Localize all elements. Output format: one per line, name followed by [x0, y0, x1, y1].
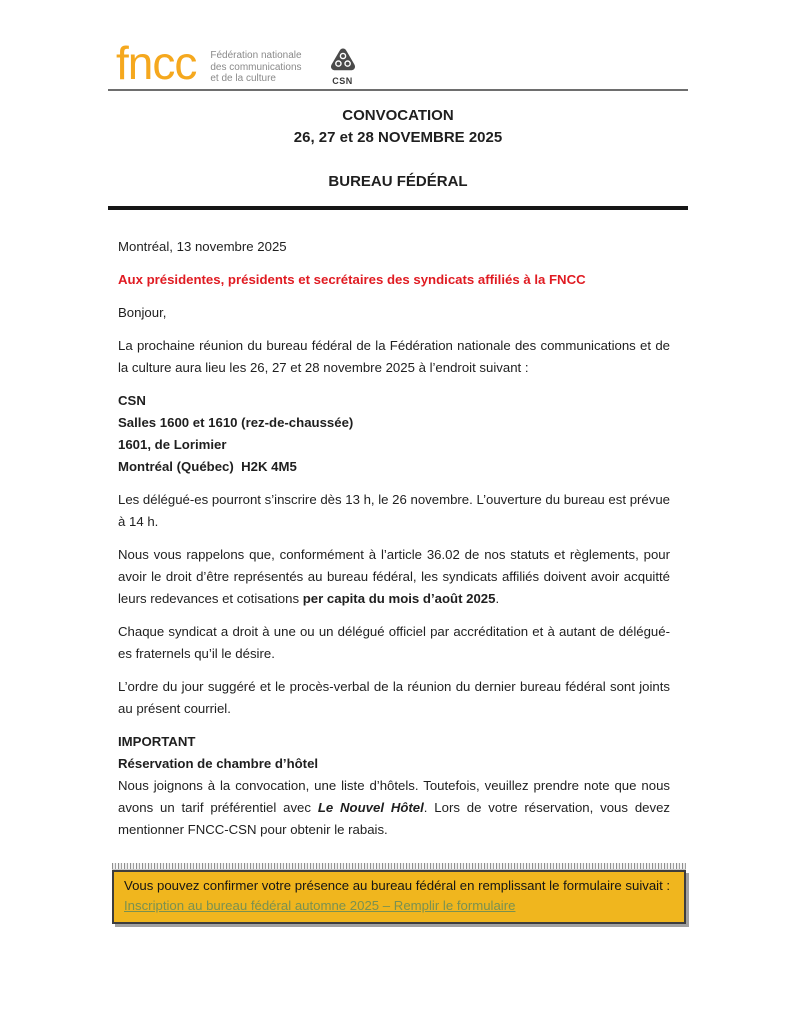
letterhead: [116, 37, 688, 89]
hotel-paragraph: [118, 775, 670, 841]
statutes-text-after: .: [495, 591, 500, 606]
recipients-line: Aux présidentes, présidents et secrétaires des syndicats affiliés à la FNCC: [118, 272, 586, 287]
registration-paragraph: Les délégué-es pourront s’inscrire dès 13 h, le 26 novembre. L’ouverture du bureau est prévue à 14 h.: [118, 492, 671, 529]
letter-body: [118, 236, 670, 841]
registration-form-link[interactable]: Inscription au bureau fédéral automne 2025 – Remplir le formulaire: [124, 898, 516, 913]
important-label: IMPORTANT: [118, 734, 196, 749]
title-block: [108, 105, 688, 193]
venue-address: [118, 390, 670, 478]
notice-text: Vous pouvez confirmer votre présence au bureau fédéral en remplissant le formulaire suivait :: [124, 878, 671, 893]
tagline-line: Fédération nationale: [210, 50, 302, 61]
document-title: CONVOCATION: [342, 107, 454, 124]
fncc-logo: fncc: [116, 37, 197, 89]
hotel-name: Le Nouvel Hôtel: [317, 800, 424, 815]
tagline-line: des communications: [210, 61, 302, 73]
agenda-paragraph: L’ordre du jour suggéré et le procès-verbal de la réunion du dernier bureau fédéral sont joints au présent courriel.: [118, 679, 670, 716]
venue-line: CSN: [118, 393, 146, 408]
delegates-paragraph: Chaque syndicat a droit à une ou un délégué officiel par accréditation et à autant de délégué-es fraternels qu’il le désire.: [118, 624, 670, 661]
meeting-dates: 26, 27 et 28 NOVEMBRE 2025: [293, 129, 503, 146]
tagline-line: et de la culture: [210, 73, 276, 84]
statutes-text: Nous vous rappelons que, conformément à l’article 36.02 de nos statuts et règlements, pour avoir le droit d’être représentés au bureau fédéral, les syndicats affiliés doivent avoir acquitté leurs redevances et cotisations: [118, 547, 670, 606]
venue-line: 1601, de Lorimier: [118, 437, 227, 452]
notice-box: [112, 870, 686, 924]
hotel-text: Nous joignons à la convocation, une liste d’hôtels. Toutefois, veuillez prendre note que nous avons un tarif préférentiel avec: [118, 778, 670, 815]
csn-knot-icon: [330, 48, 356, 76]
statutes-paragraph: [118, 544, 670, 610]
dateline: Montréal, 13 novembre 2025: [118, 239, 287, 254]
title-rule: [108, 206, 688, 210]
letterhead-rule: [108, 89, 688, 91]
greeting: Bonjour,: [118, 305, 167, 320]
statutes-bold: per capita du mois d’août 2025: [302, 591, 496, 606]
hotel-heading: Réservation de chambre d’hôtel: [118, 756, 319, 771]
venue-line: Montréal (Québec) H2K 4M5: [118, 459, 297, 474]
venue-line: Salles 1600 et 1610 (rez-de-chaussée): [118, 415, 354, 430]
confirmation-notice: [112, 863, 686, 924]
csn-label: CSN: [332, 76, 353, 86]
intro-paragraph: La prochaine réunion du bureau fédéral de la Fédération nationale des communications et de la culture aura lieu les 26, 27 et 28 novembre 2025 à l’endroit suivant :: [118, 338, 670, 375]
document-subtitle: BUREAU FÉDÉRAL: [328, 173, 468, 190]
decorative-border-strip: [112, 863, 686, 870]
csn-logo: [328, 48, 358, 86]
fncc-tagline: [210, 50, 301, 85]
hotel-text-after: . Lors de votre réservation, vous devez mentionner FNCC-CSN pour obtenir le rabais.: [118, 800, 671, 837]
